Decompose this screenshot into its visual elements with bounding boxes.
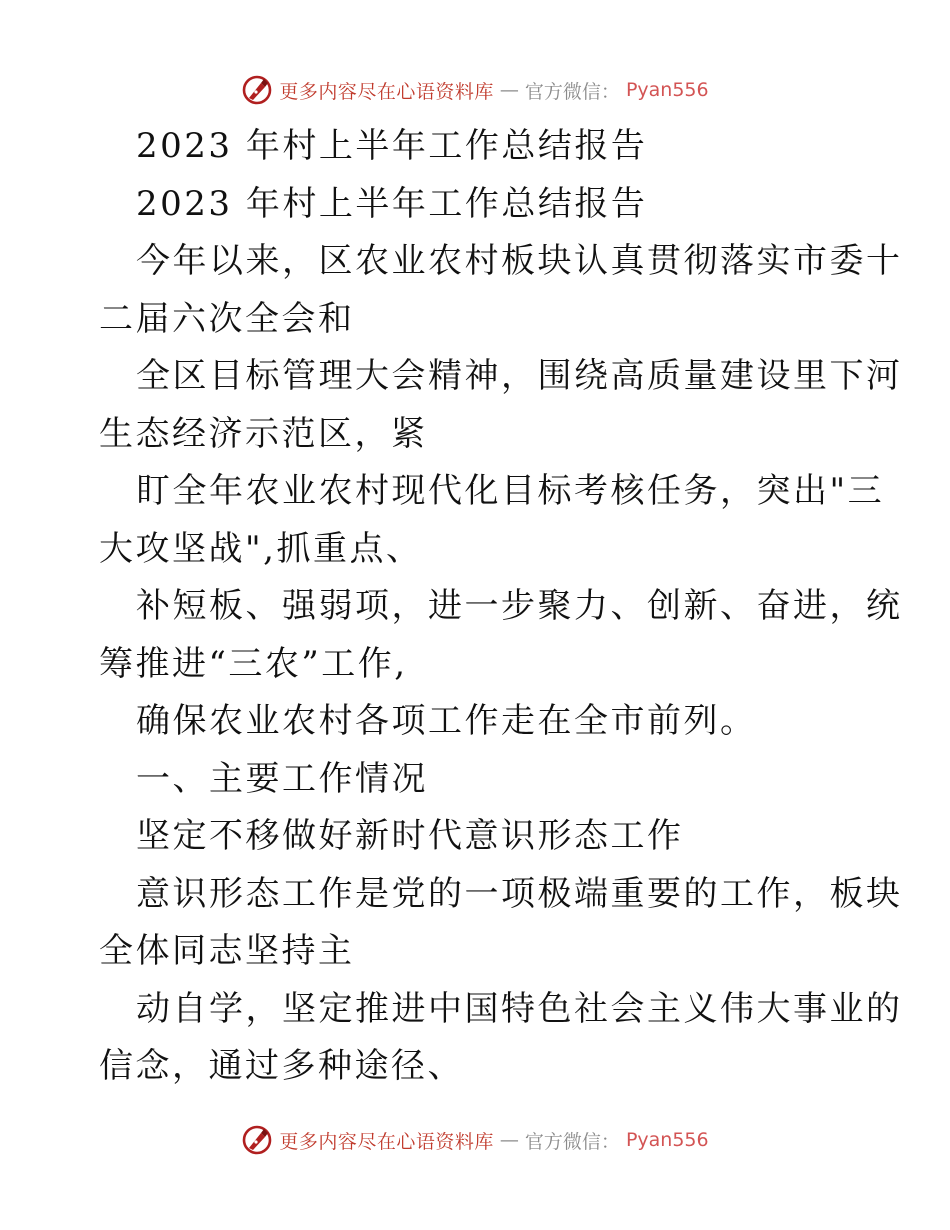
doc-line: 全区目标管理大会精神，围绕高质量建设里下河 xyxy=(136,356,903,396)
header-watermark xyxy=(0,70,950,110)
doc-line: 补短板、强弱项，进一步聚力、创新、奋进，统 xyxy=(136,586,903,626)
doc-title-repeat: 2023 年村上半年工作总结报告 xyxy=(136,183,648,224)
footer-watermark xyxy=(0,1120,950,1160)
document-body xyxy=(99,118,903,1096)
watermark-dash: — xyxy=(499,79,519,101)
doc-line: 动自学，坚定推进中国特色社会主义伟大事业的 xyxy=(136,988,903,1029)
watermark-wechat-id: Pyan556 xyxy=(625,1129,709,1151)
watermark-wechat-id: Pyan556 xyxy=(625,79,709,101)
doc-line: 确保农业农村各项工作走在全市前列。 xyxy=(136,701,757,741)
pen-nib-circle-icon xyxy=(241,74,273,106)
watermark-brand: 更多内容尽在心语资料库 xyxy=(279,80,494,103)
subsection-heading: 坚定不移做好新时代意识形态工作 xyxy=(136,816,684,856)
doc-line: 意识形态工作是党的一项极端重要的工作，板块 xyxy=(136,873,903,914)
pen-nib-circle-icon xyxy=(241,1124,273,1156)
doc-line: 生态经济示范区，紧 xyxy=(99,413,428,454)
watermark-official-label: 官方微信： xyxy=(524,1130,620,1153)
doc-title: 2023 年村上半年工作总结报告 xyxy=(136,126,648,166)
doc-line: 今年以来，区农业农村板块认真贯彻落实市委十 xyxy=(136,241,903,281)
doc-line: 二届六次全会和 xyxy=(99,298,355,339)
watermark-dash: — xyxy=(499,1129,519,1151)
watermark-official-label: 官方微信： xyxy=(524,80,620,103)
watermark-brand: 更多内容尽在心语资料库 xyxy=(279,1130,494,1153)
doc-line: 盯全年农业农村现代化目标考核任务，突出"三 xyxy=(136,471,885,511)
doc-line: 大攻坚战",抓重点、 xyxy=(99,528,423,569)
doc-line: 全体同志坚持主 xyxy=(99,931,355,971)
doc-line: 筹推进“三农”工作, xyxy=(99,643,408,684)
section-heading: 一、主要工作情况 xyxy=(136,758,428,799)
doc-line: 信念，通过多种途径、 xyxy=(99,1046,464,1086)
